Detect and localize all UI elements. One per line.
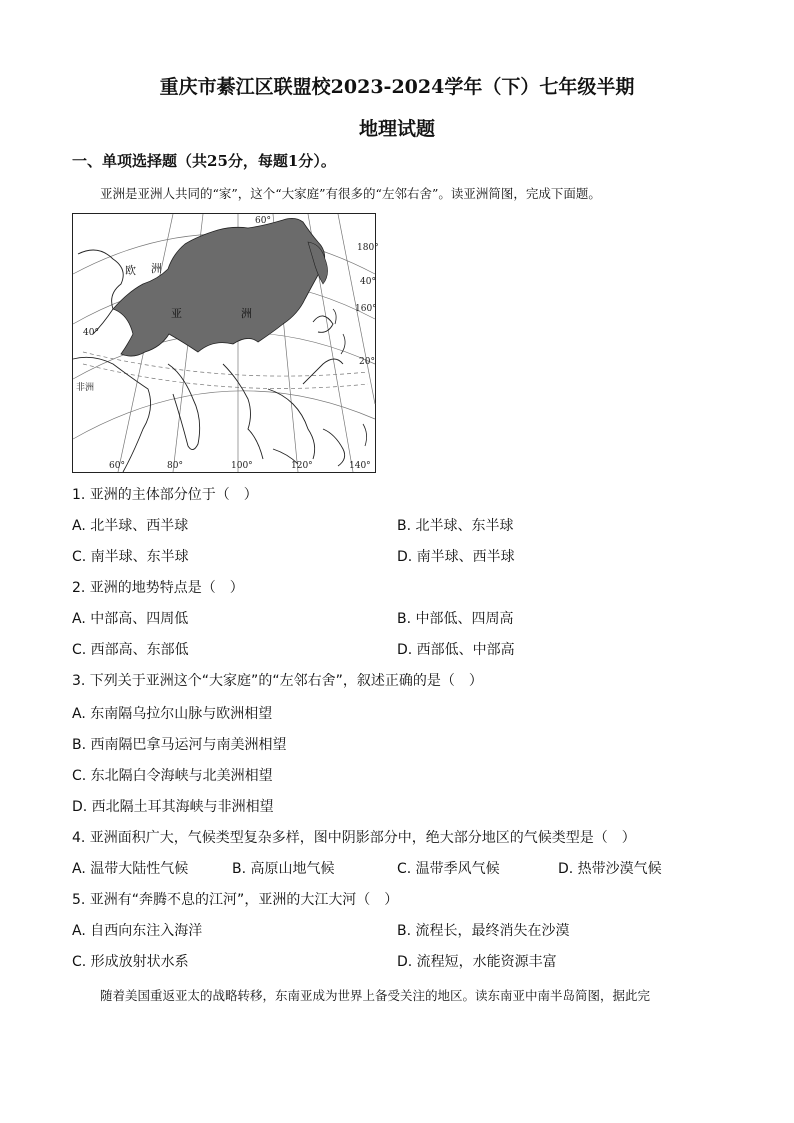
section-intro: 亚洲是亚洲人共同的“家”，这个“大家庭”有很多的“左邻右舍”。读亚洲简图，完成下面题。: [100, 186, 601, 201]
tick-140: 140°: [349, 461, 371, 471]
tick-100: 100°: [231, 461, 253, 471]
shaded-region: [113, 218, 325, 356]
question-4-option-d[interactable]: D. 热带沙漠气候: [558, 861, 662, 877]
tick-40-right: 40°: [360, 277, 376, 287]
tick-180: 180°: [357, 243, 379, 253]
question-5-option-c[interactable]: C. 形成放射状水系: [72, 954, 189, 970]
question-1-option-a[interactable]: A. 北半球、西半球: [72, 518, 189, 534]
question-3-option-b[interactable]: B. 西南隔巴拿马运河与南美洲相望: [72, 737, 287, 753]
question-4-option-b[interactable]: B. 高原山地气候: [232, 861, 335, 877]
question-2-stem: 2. 亚洲的地势特点是（ ）: [72, 580, 244, 596]
question-4-option-a[interactable]: A. 温带大陆性气候: [72, 861, 189, 877]
question-1-option-c[interactable]: C. 南半球、东半球: [72, 549, 189, 565]
question-1-option-d[interactable]: D. 南半球、西半球: [397, 549, 515, 565]
question-3-option-c[interactable]: C. 东北隔白令海峡与北美洲相望: [72, 768, 273, 784]
tick-40-left: 40°: [83, 328, 99, 338]
question-4-stem: 4. 亚洲面积广大，气候类型复杂多样，图中阴影部分中，绝大部分地区的气候类型是（ ）: [72, 830, 636, 846]
label-europe-2: 洲: [151, 262, 162, 275]
question-3-option-a[interactable]: A. 东南隔乌拉尔山脉与欧洲相望: [72, 706, 273, 722]
question-5-stem: 5. 亚洲有“奔腾不息的江河”，亚洲的大江大河（ ）: [72, 892, 399, 908]
question-5-option-a[interactable]: A. 自西向东注入海洋: [72, 923, 203, 939]
question-5-option-d[interactable]: D. 流程短，水能资源丰富: [397, 954, 557, 970]
question-1-stem: 1. 亚洲的主体部分位于（ ）: [72, 487, 258, 503]
label-asia-2: 洲: [241, 307, 252, 320]
label-africa: 非洲: [76, 383, 95, 393]
tick-160: 160°: [355, 304, 377, 314]
label-asia-1: 亚: [171, 307, 182, 320]
asia-map-drawing: [73, 214, 379, 472]
question-1-option-b[interactable]: B. 北半球、东半球: [397, 518, 514, 534]
tick-120: 120°: [291, 461, 313, 471]
question-2-option-d[interactable]: D. 西部低、中部高: [397, 642, 515, 658]
question-5-option-b[interactable]: B. 流程长，最终消失在沙漠: [397, 923, 570, 939]
question-3-stem: 3. 下列关于亚洲这个“大家庭”的“左邻右舍”，叙述正确的是（ ）: [72, 673, 483, 689]
question-2-option-a[interactable]: A. 中部高、四周低: [72, 611, 189, 627]
label-europe-1: 欧: [125, 264, 136, 277]
exam-title: 重庆市綦江区联盟校2023-2024学年（下）七年级半期: [159, 76, 635, 98]
tick-60: 60°: [109, 461, 125, 471]
question-4-option-c[interactable]: C. 温带季风气候: [397, 861, 500, 877]
question-3-option-d[interactable]: D. 西北隔土耳其海峡与非洲相望: [72, 799, 274, 815]
asia-map: [72, 213, 379, 473]
next-passage-intro: 随着美国重返亚太的战略转移，东南亚成为世界上备受关注的地区。读东南亚中南半岛简图，据此完: [100, 988, 651, 1003]
tick-80: 80°: [167, 461, 183, 471]
tick-20: 20°: [359, 357, 375, 367]
question-2-option-c[interactable]: C. 西部高、东部低: [72, 642, 189, 658]
section-heading: 一、单项选择题（共25分，每题1分）。: [72, 152, 336, 170]
question-2-option-b[interactable]: B. 中部低、四周高: [397, 611, 514, 627]
exam-subtitle: 地理试题: [358, 118, 435, 140]
islands: [333, 309, 367, 446]
tick-60-top: 60°: [255, 216, 271, 226]
